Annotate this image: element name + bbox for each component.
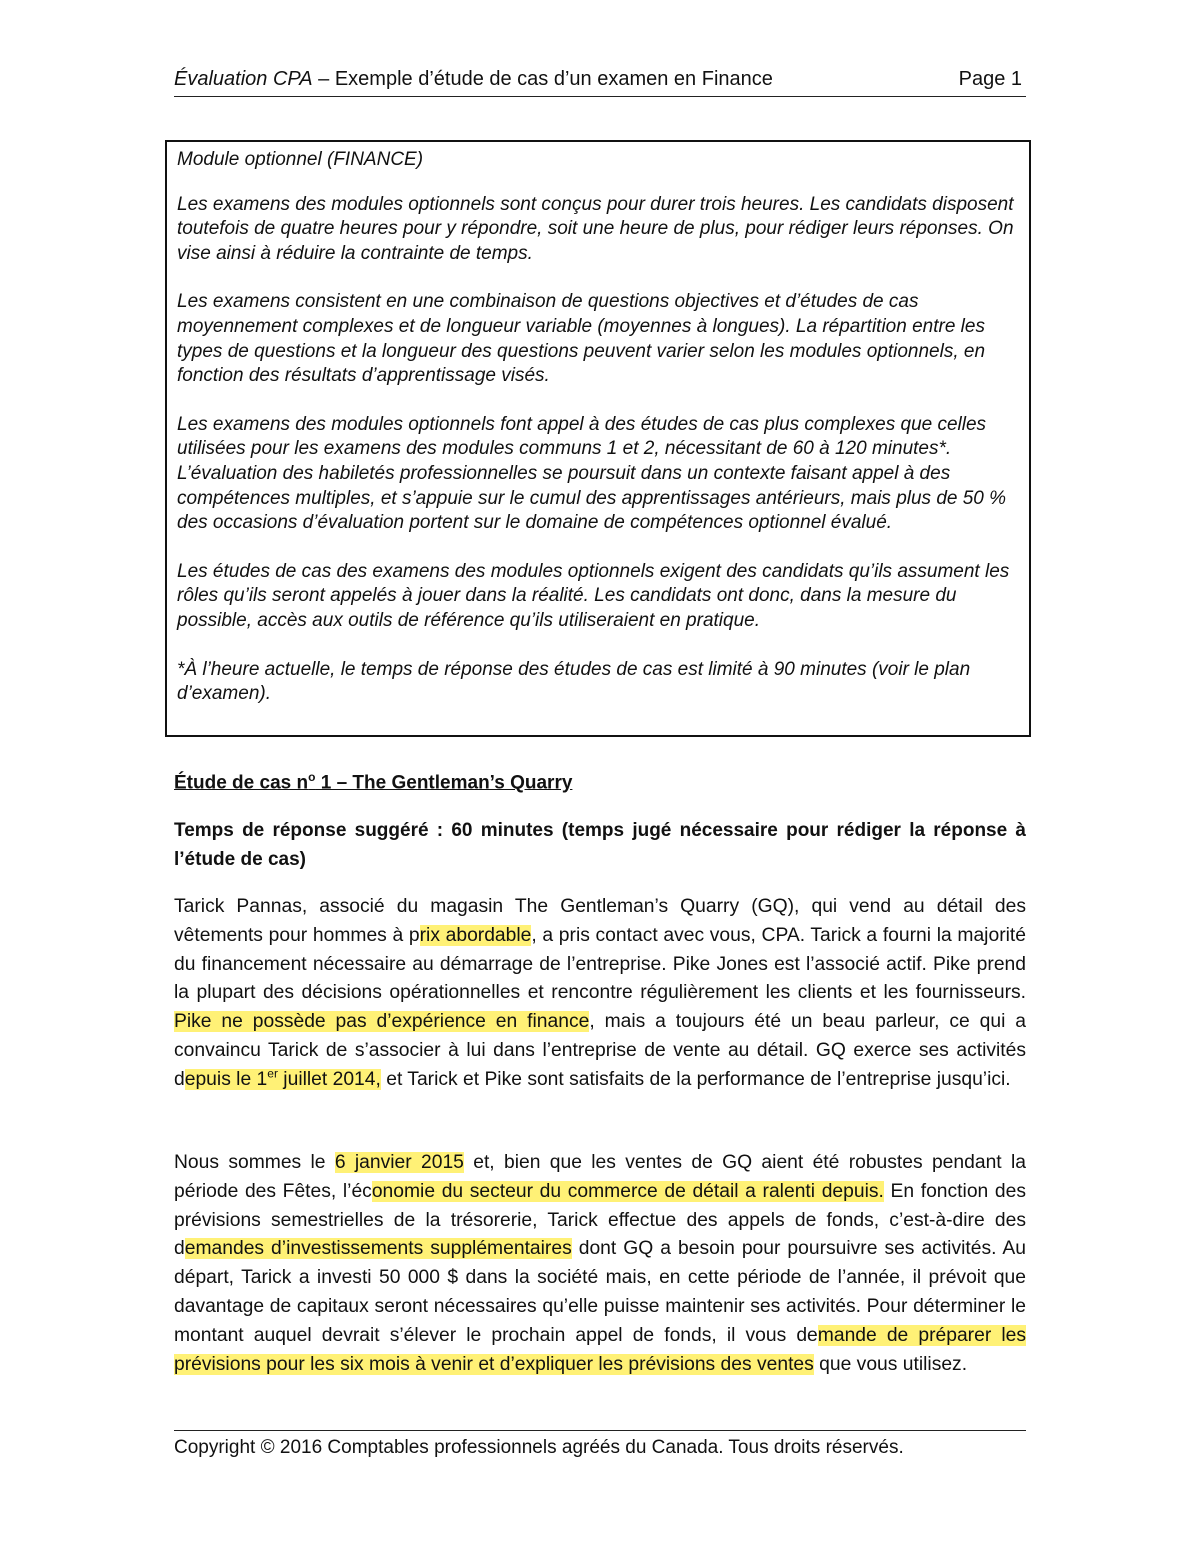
text-segment: et Tarick et Pike sont satisfaits de la performance de l’entreprise jusqu’ici. (380, 1068, 1011, 1090)
page-header (174, 66, 1026, 97)
case-title-a: Étude de cas n (174, 772, 309, 794)
highlight: emandes d’investissements supplémentaires (184, 1238, 572, 1260)
highlight: onomie du secteur du commerce de détail a ralenti depuis. (371, 1180, 884, 1202)
text-segment: Tarick Pannas, associé du magasin The Gentleman’s Quarry (GQ), qui vend au détail des vêtements pour hommes à p (174, 896, 1026, 946)
highlight: rix abordable (419, 924, 532, 946)
text-segment: Nous sommes le (174, 1152, 335, 1173)
box-paragraph-2: Les examens consistent en une combinaison de questions objectives et d’études de cas moyennement complexes et de longueur variable (moyennes à longues). La répartition entre les types de questions et la longueur des questions peuvent varier selon les modules optionnels, en fonction des résultats d’apprentissage visés. (177, 291, 986, 387)
box-paragraph-4: Les études de cas des examens des modules optionnels exigent des candidats qu’ils assument les rôles qu’ils seront appelés à jouer dans la réalité. Les candidats ont donc, dans la mesure du possible, accès aux outils de référence qu’ils utiliseraient en pratique. (177, 560, 1010, 631)
highlight: 6 janvier 2015 (334, 1152, 464, 1173)
case-paragraph-1 (174, 893, 1026, 1095)
box-paragraph-1: Les examens des modules optionnels sont conçus pour durer trois heures. Les candidats disposent toutefois de quatre heures pour y répondre, soit une heure de plus, pour rédiger leurs réponses. On vise ainsi à réduire la contrainte de temps. (177, 193, 1014, 264)
header-title (174, 68, 773, 91)
case-title (174, 770, 572, 794)
text-segment: dont GQ a besoin pour poursuivre ses activités. Au départ, Tarick a investi 50 000 $ dans la société mais, en cette période de l’année, il prévoit que davantage de capitaux seront nécessaires qu’elle puisse maintenir ses activités. Pour déterminer le montant auquel devrait s’élever le prochain appel de fonds, il vous de (174, 1238, 1026, 1346)
highlight-part: epuis le 1 (184, 1068, 268, 1090)
highlight (184, 1066, 381, 1090)
highlight-sup: er (267, 1066, 278, 1081)
text-segment: et, bien que les ventes de GQ aient été robustes pendant la période des Fêtes, l’éc (174, 1152, 1026, 1202)
suggested-time: Temps de réponse suggéré : 60 minutes (temps jugé nécessaire pour rédiger la réponse à l’étude de cas) (174, 820, 1026, 870)
case-paragraph-2 (174, 1149, 1026, 1379)
text-segment: , mais a toujours été un beau parleur, ce qui a convaincu Tarick de s’associer à lui dans l’entreprise de vente au détail. GQ exerce ses activités d (174, 1011, 1026, 1090)
highlight-part: juillet 2014, (277, 1068, 381, 1090)
case-title-sup: o (308, 770, 316, 784)
box-paragraph-3: Les examens des modules optionnels font appel à des études de cas plus complexes que celles utilisées pour les examens des modules communs 1 et 2, nécessitant de 60 à 120 minutes*. L’évaluation des habiletés professionnelles se poursuit dans un contexte faisant appel à des compétences multiples, et s’appuie sur le cumul des apprentissages antérieurs, mais plus de 50 % des occasions d’évaluation portent sur le domaine de compétences optionnel évalué. (177, 413, 1007, 534)
header-title-italic: Évaluation CPA (174, 68, 313, 90)
module-info-box (165, 140, 1031, 737)
highlight: mande de préparer les prévisions pour les six mois à venir et d’expliquer les prévisions des ventes (174, 1324, 1026, 1375)
highlight: Pike ne possède pas d’expérience en finance (174, 1011, 590, 1033)
module-label: Module optionnel (FINANCE) (177, 149, 424, 170)
box-footnote: *À l’heure actuelle, le temps de réponse des études de cas est limité à 90 minutes (voir le plan d’examen). (177, 658, 971, 705)
text-segment: , a pris contact avec vous, CPA. Tarick a fourni la majorité du financement nécessaire au démarrage de l’entreprise. Pike Jones est l’associé actif. Pike prend la plupart des décisions opérationnelles et rencontre régulièrement les clients et les fournisseurs. (174, 924, 1026, 1004)
copyright-footer: Copyright © 2016 Comptables professionnels agréés du Canada. Tous droits réservés. (174, 1430, 1026, 1459)
text-segment: En fonction des prévisions semestrielles de la trésorerie, Tarick effectue des appels de fonds, c’est-à-dire des d (174, 1180, 1026, 1260)
case-title-b: 1 – The Gentleman’s Quarry (315, 772, 573, 794)
page-number: Page 1 (958, 68, 1022, 90)
text-segment: que vous utilisez. (813, 1353, 968, 1375)
header-title-rest: – Exemple d’étude de cas d’un examen en Finance (312, 68, 773, 90)
